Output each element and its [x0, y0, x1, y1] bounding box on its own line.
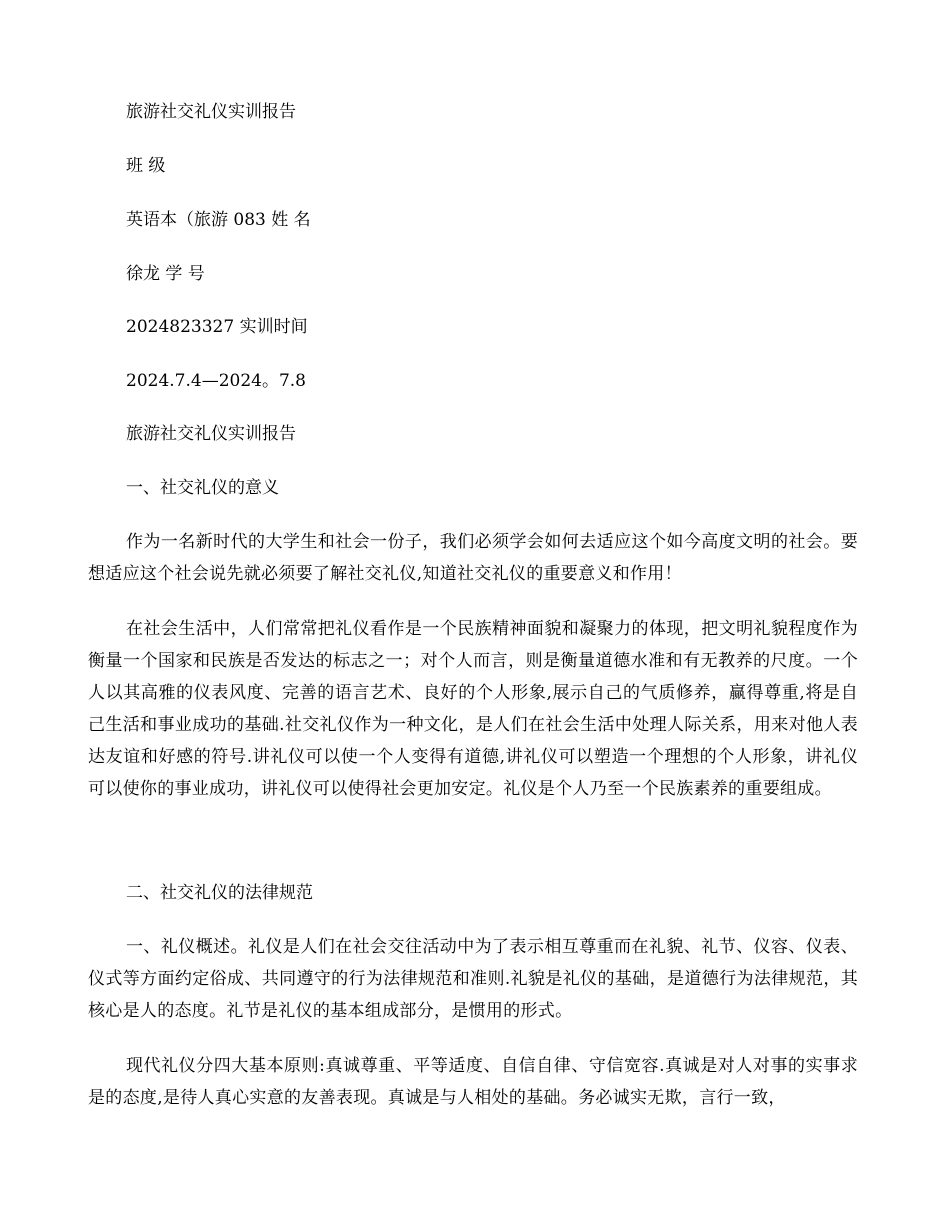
- section-two-heading: 二、社交礼仪的法律规范: [126, 883, 313, 903]
- paragraph-etiquette-overview: 一、礼仪概述。礼仪是人们在社会交往活动中为了表示相互尊重而在礼貌、礼节、仪容、仪表、仪式等方面约定俗成、共同遵守的行为法律规范和准则.礼貌是礼仪的基础，是道德行为法律规范，其核心是人的态度。礼节是礼仪的基本组成部分，是惯用的形式。: [88, 937, 858, 1021]
- paragraph-intro: 作为一名新时代的大学生和社会一份子，我们必须学会如何去适应这个如今高度文明的社会。要想适应这个社会说先就必须要了解社交礼仪,知道社交礼仪的重要意义和作用！: [88, 532, 858, 584]
- class-label: 班 级: [126, 156, 166, 176]
- name-value-id-label: 徐龙 学 号: [126, 264, 205, 284]
- paragraph-principles: 现代礼仪分四大基本原则:真诚尊重、平等适度、自信自律、守信宽容.真诚是对人对事的实事求是的态度,是待人真心实意的友善表现。真诚是与人相处的基础。务必诚实无欺，言行一致，: [88, 1056, 858, 1108]
- class-value-name-label: 英语本（旅游 083 姓 名: [126, 210, 311, 230]
- section-one-heading: 一、社交礼仪的意义: [126, 478, 279, 498]
- training-dates: 2024.7.4—2024。7.8: [126, 371, 307, 391]
- paragraph-significance: 在社会生活中，人们常常把礼仪看作是一个民族精神面貌和凝聚力的体现，把文明礼貌程度作为衡量一个国家和民族是否发达的标志之一；对个人而言，则是衡量道德水准和有无教养的尺度。一个人以其高雅的仪表风度、完善的语言艺术、良好的个人形象,展示自己的气质修养，赢得尊重,将是自己生活和事业成功的基础.社交礼仪作为一种文化，是人们在社会生活中处理人际关系，用来对他人表达友谊和好感的符号.讲礼仪可以使一个人变得有道德,讲礼仪可以塑造一个理想的个人形象，讲礼仪可以使你的事业成功，讲礼仪可以使得社会更加安定。礼仪是个人乃至一个民族素养的重要组成。: [88, 619, 858, 799]
- report-title: 旅游社交礼仪实训报告: [126, 102, 296, 122]
- report-title-repeat: 旅游社交礼仪实训报告: [126, 424, 296, 444]
- id-value-time-label: 2024823327 实训时间: [126, 317, 308, 337]
